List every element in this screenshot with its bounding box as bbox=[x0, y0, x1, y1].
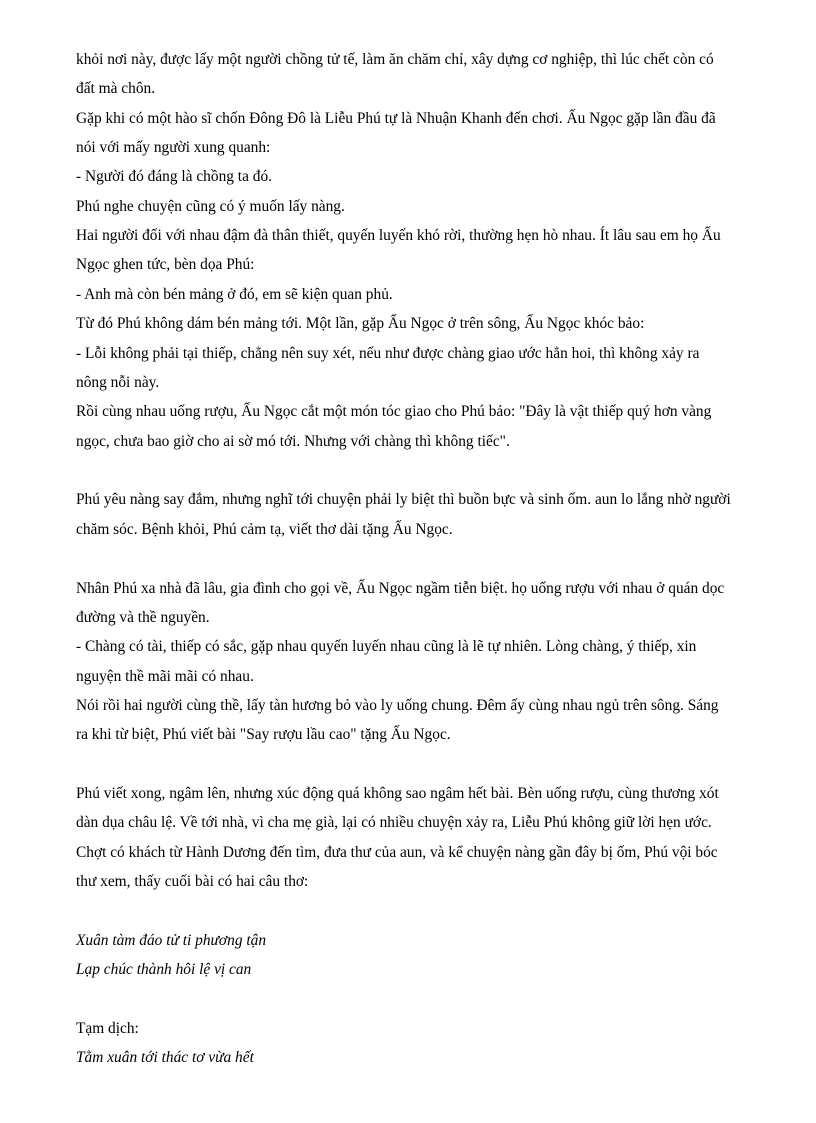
paragraph-line: dàn dụa châu lệ. Về tới nhà, vì cha mẹ già, lại có nhiều chuyện xảy ra, Liễu Phú không giữ lời hẹn ước. bbox=[76, 814, 712, 831]
paragraph-line: Hai người đối với nhau đậm đà thân thiết, quyến luyến khó rời, thường hẹn hò nhau. Ít lâu sau em họ Ấu bbox=[76, 227, 721, 244]
poem-line: Lạp chúc thành hôi lệ vị can bbox=[76, 961, 252, 978]
dialogue-line: - Anh mà còn bén mảng ở đó, em sẽ kiện quan phủ. bbox=[76, 286, 393, 303]
paragraph-line: đường và thề nguyền. bbox=[76, 609, 210, 626]
paragraph-line: ra khi từ biệt, Phú viết bài "Say rượu lầu cao" tặng Ấu Ngọc. bbox=[76, 726, 451, 743]
paragraph-line: khỏi nơi này, được lấy một người chồng tử tế, làm ăn chăm chỉ, xây dựng cơ nghiệp, thì lúc chết còn có bbox=[76, 51, 714, 68]
poem-translation-line: Tằm xuân tới thác tơ vừa hết bbox=[76, 1049, 254, 1066]
paragraph-line: nguyện thề mãi mãi có nhau. bbox=[76, 668, 254, 685]
paragraph-line: Nhân Phú xa nhà đã lâu, gia đình cho gọi về, Ấu Ngọc ngầm tiễn biệt. họ uống rượu với nhau ở quán dọc bbox=[76, 580, 725, 597]
paragraph-line: Phú yêu nàng say đắm, nhưng nghĩ tới chuyện phải ly biệt thì buồn bực và sinh ốm. aun lo lắng nhờ người bbox=[76, 491, 731, 508]
paragraph-line: nói với mấy người xung quanh: bbox=[76, 139, 271, 156]
dialogue-line: - Người đó đáng là chồng ta đó. bbox=[76, 168, 272, 185]
paragraph-line: Rồi cùng nhau uống rượu, Ấu Ngọc cắt một món tóc giao cho Phú bảo: "Đây là vật thiếp quý hơn vàng bbox=[76, 403, 712, 420]
translation-heading: Tạm dịch: bbox=[76, 1020, 139, 1037]
paragraph-line: nông nỗi này. bbox=[76, 374, 160, 391]
paragraph-line: Gặp khi có một hào sĩ chốn Đông Đô là Liễu Phú tự là Nhuận Khanh đến chơi. Ấu Ngọc gặp lần đầu đã bbox=[76, 110, 716, 127]
paragraph-line: Phú nghe chuyện cũng có ý muốn lấy nàng. bbox=[76, 198, 345, 215]
paragraph-line: Nói rồi hai người cùng thề, lấy tàn hương bỏ vào ly uống chung. Đêm ấy cùng nhau ngủ trên sông. Sáng bbox=[76, 697, 719, 714]
dialogue-line: - Chàng có tài, thiếp có sắc, gặp nhau quyến luyến nhau cũng là lẽ tự nhiên. Lòng chàng, ý thiếp, xin bbox=[76, 638, 697, 655]
paragraph-line: Ngọc ghen tức, bèn dọa Phú: bbox=[76, 256, 255, 273]
paragraph-line: Phú viết xong, ngâm lên, nhưng xúc động quá không sao ngâm hết bài. Bèn uống rượu, cùng thương xót bbox=[76, 785, 719, 802]
paragraph-line: ngọc, chưa bao giờ cho ai sờ mó tới. Nhưng với chàng thì không tiếc". bbox=[76, 433, 510, 450]
poem-line: Xuân tàm đáo tử ti phương tận bbox=[76, 932, 267, 949]
dialogue-line: - Lỗi không phải tại thiếp, chẳng nên suy xét, nếu như được chàng giao ước hẳn hoi, thì không xảy ra bbox=[76, 345, 700, 362]
paragraph-line: đất mà chôn. bbox=[76, 80, 156, 97]
paragraph-line: Chợt có khách từ Hành Dương đến tìm, đưa thư của aun, và kể chuyện nàng gần đây bị ốm, Phú vội bóc bbox=[76, 844, 718, 861]
paragraph-line: Từ đó Phú không dám bén mảng tới. Một lần, gặp Ấu Ngọc ở trên sông, Ấu Ngọc khóc bảo: bbox=[76, 315, 645, 332]
paragraph-line: thư xem, thấy cuối bài có hai câu thơ: bbox=[76, 873, 309, 890]
paragraph-line: chăm sóc. Bệnh khỏi, Phú cảm tạ, viết thơ dài tặng Ấu Ngọc. bbox=[76, 521, 453, 538]
